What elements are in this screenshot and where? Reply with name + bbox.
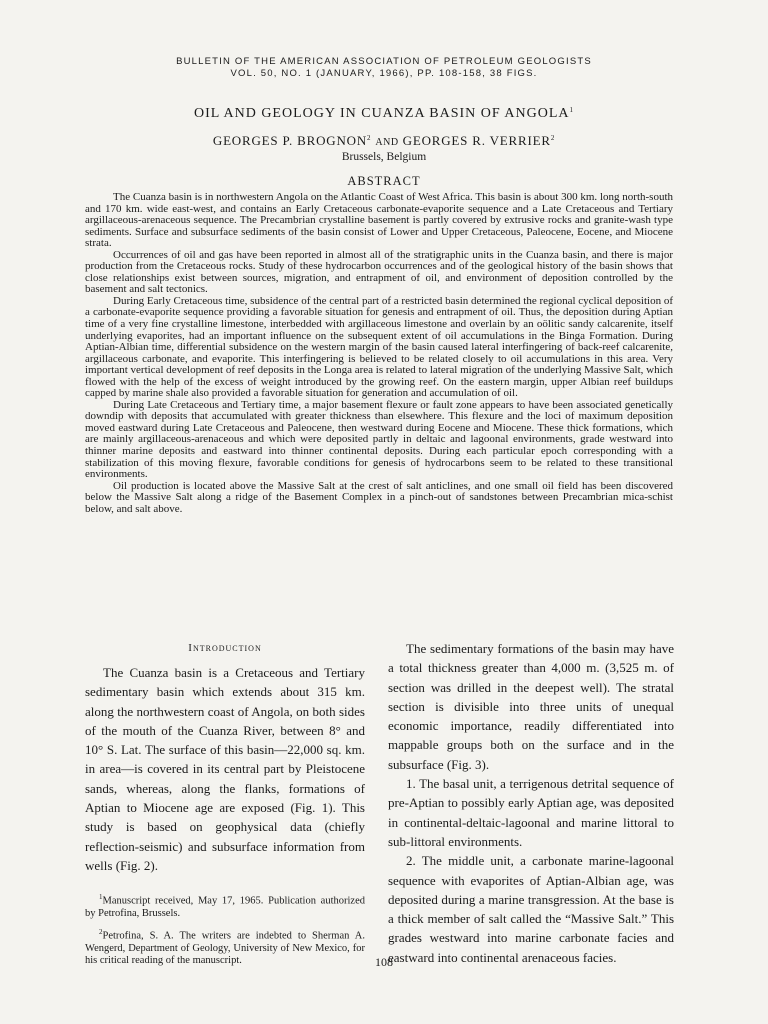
footnote-mark: 1	[99, 893, 103, 902]
body-paragraph: The sedimentary formations of the basin may have a total thickness greater than 4,000 m. (3,525 m. of section was drilled in the deepest well). The stratal section is divisible into three units of unequal economic importance, readily differentiated into mappable groups both on the surface and in the subsurface (Fig. 3).	[388, 641, 674, 772]
abstract-paragraph: Occurrences of oil and gas have been reported in almost all of the stratigraphic units in the Cuanza basin, and there is major production from the Cretaceous rocks. Study of these hydrocarbon occurrences and of the geological history of the basin shows that close relationships exist between sources, migration, and entrapment of oil, and environment of deposition controlled by the basement and salt tectonics.	[85, 248, 673, 296]
body-paragraph: 1. The basal unit, a terrigenous detrital sequence of pre-Aptian to possibly early Aptian age, was deposited in continental-deltaic-lagoonal and marine littoral to sub-littoral environments.	[388, 776, 674, 849]
author-second-footnote-mark: 2	[550, 134, 556, 142]
author-first-footnote-mark: 2	[367, 134, 372, 142]
abstract-body	[85, 192, 673, 515]
footnote	[85, 891, 365, 921]
body-paragraph: The Cuanza basin is a Cretaceous and Tertiary sedimentary basin which extends about 315 km. along the northwestern coast of Angola, on both sides of the mouth of the Cuanza River, between 8° and 10° S. Lat. The surface of this basin—22,000 sq. km. in area—is covered in its central part by Pleistocene sands, whereas, along the flanks, formations of Aptian to Miocene age are exposed (Fig. 1). This study is based on geophysical data (chiefly reflection-seismic) and subsurface information from wells (Fig. 2).	[85, 665, 365, 873]
abstract-paragraph: During Early Cretaceous time, subsidence of the central part of a restricted basin determined the regional cyclical deposition of a carbonate-evaporite sequence providing a favorable situation for genesis and entrapment of oil. Thus, the deposition during Aptian time of a very fine crystalline limestone, interbedded with argillaceous limestone and overlain by an oölitic sandy calcarenite, itself underlying evaporites, had an important influence on the subsequent extent of oil accumulations in the Binga Formation. During Aptian-Albian time, differential subsidence on the western margin of the basin caused lateral interfingering of back-reef calcarenite, argillaceous carbonate, and evaporite. This interfingering is believed to be related closely to oil accumulations in this area. Very important vertical development of reef deposits in the Longa area is related to lateral migration of the underlying Massive Salt, which flowed with the help of the excess of weight introduced by the growing reef. On the eastern margin, upper Albian reef buildups capped by marine shale also provided a favorable situation for generation and accumulation of oil.	[85, 294, 674, 400]
affiliation: Brussels, Belgium	[341, 151, 427, 163]
author-conjunction: AND	[375, 137, 399, 148]
introduction-right-text	[388, 639, 674, 967]
title-footnote-mark: 1	[569, 106, 575, 114]
article-title: OIL AND GEOLOGY IN CUANZA BASIN OF ANGOLA	[193, 106, 570, 121]
footnote-text: Manuscript received, May 17, 1965. Publication authorized by Petrofina, Brussels.	[85, 895, 365, 920]
introduction-left-text	[85, 663, 365, 875]
journal-name: BULLETIN OF THE AMERICAN ASSOCIATION OF PETROLEUM GEOLOGISTS	[176, 56, 592, 67]
abstract-heading: ABSTRACT	[347, 174, 421, 188]
abstract-paragraph: The Cuanza basin is in northwestern Angola on the Atlantic Coast of West Africa. This basin is about 300 km. long north-south and 170 km. wide east-west, and contains an Early Cretaceous carbonate-evaporite sequence and a Late Cretaceous and Tertiary argillaceous-arenaceous sequence. The Precambrian crystalline basement is partly covered by extrusive rocks and granite-wash type sediments. Surface and subsurface sediments of the basin consist of Lower and Upper Cretaceous, Paleocene, Eocene, and Miocene strata.	[85, 191, 673, 250]
article-title-block	[0, 106, 768, 122]
introduction-heading: Introduction	[188, 642, 262, 654]
left-column	[85, 641, 365, 973]
footnote-mark: 2	[99, 927, 103, 936]
author-first: GEORGES P. BROGNON	[212, 133, 368, 148]
abstract-paragraph: During Late Cretaceous and Tertiary time, a major basement flexure or fault zone appears to have been associated genetically downdip with deposits that accumulated with greater thickness than elsewhere. This flexure and the loci of maximum deposition moved eastward during Late Cretaceous and Paleocene, then westward during Eocene and Miocene. These thick formations, which are mainly argillaceous-arenaceous and which were deposited partly in deltaic and lagoonal environments, grade westward into thinner marine deposits and eastward into thinner continental deposits. During each particular epoch corresponding with a stabilization of this moving flexure, favorable conditions for genesis of hydrocarbons seem to be related to these transitional environments.	[85, 398, 673, 481]
issue-info: VOL. 50, NO. 1 (JANUARY, 1966), PP. 108-158, 38 FIGS.	[230, 68, 538, 79]
right-column	[388, 639, 674, 967]
page-number: 108	[375, 955, 393, 969]
abstract-paragraph: Oil production is located above the Massive Salt at the crest of salt anticlines, and one small oil field has been discovered below the Massive Salt along a ridge of the Basement Complex in a pinch-out of sandstones between Precambrian mica-schist below, and salt above.	[85, 479, 673, 515]
author-line	[0, 133, 768, 149]
author-second: GEORGES R. VERRIER	[402, 133, 551, 148]
body-paragraph: 2. The middle unit, a carbonate marine-lagoonal sequence with evaporites of Aptian-Albian age, was deposited during a marine transgression. At the base is a thick member of salt called the “Massive Salt.” This grades westward into marine carbonate facies and eastward into continental arenaceous facies.	[388, 853, 674, 965]
footnote-text: Petrofina, S. A. The writers are indebted to Sherman A. Wengerd, Department of Geology, University of New Mexico, for his critical reading of the manuscript.	[85, 930, 365, 967]
journal-header	[0, 56, 768, 80]
